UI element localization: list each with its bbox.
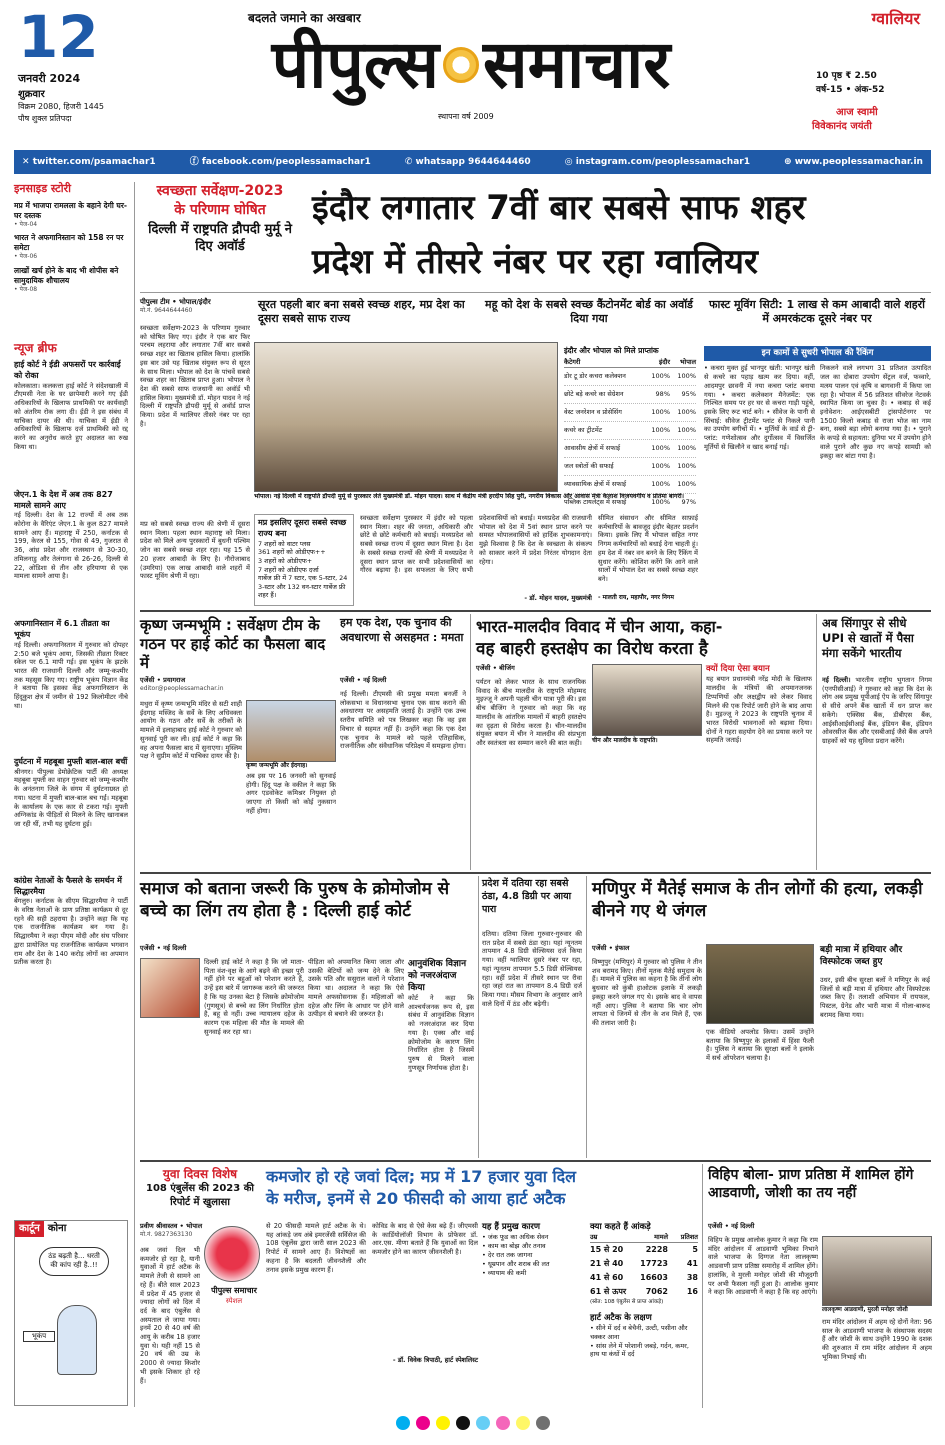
manipur-body: विष्णुपुर (मणिपुर) में गुरुवार को पुलिस ने तीन शव बरामद किए। तीनों मृतक मैतेई समुदाय के हैं। मामले में पुलिस का कहना है कि तीनों लोग बुधवार को कुंबी हाओटक इलाके में लकड़ी इकट्ठा करने जंगल गए थे। इसके बाद वे वापस नहीं आए। पुलिस ने बताया कि चार लोग लापता थे जिनमें से तीन के शव मिले हैं, एक की तलाश जारी है। (592, 958, 702, 1027)
lead-body-2: मप्र को सबसे स्वच्छ राज्य की श्रेणी में दूसरा स्थान मिला। पहला स्थान महाराष्ट्र को मिला। प्रदेश को मिले अन्य पुरस्कारों में बुधनी पश्चिम जोन का सबसे स्वच्छ शहर रहा। यह 15 से 20 हजार आबादी के लिए है। नौरोजाबाद (उमरिया) एक लाख आबादी वाले शहरों में फास्ट मूविंग श्रेणी में रहा। (140, 520, 250, 581)
founded-year: स्थापना वर्ष 2009 (438, 112, 494, 121)
brief-item: अफगानिस्तान में 6.1 तीव्रता का भूकंप नई दिल्ली। अफगानिस्तान में गुरुवार को दोपहर 2:50 बजे भूकंप आया, जिसकी तीव्रता रिक्टर स्केल पर 6.1 मापी गई। इस भूकंप के झटके भारत की राजधानी दिल्ली और जम्मू-कश्मीर तक महसूस किए गए। राष्ट्रीय भूकंप विज्ञान केंद्र ने बताया कि इसका केंद्र अफगानिस्तान के हिंदूकुश क्षेत्र में जमीन से 192 किलोमीटर नीचे था। (14, 619, 128, 710)
court-sub-body: कोर्ट ने कहा कि आश्चर्यजनक रूप से, इस संबंध में आनुवंशिक विज्ञान को नजरअंदाज कर दिया गया है। एक्स और वाई क्रोमोजोम के कारण लिंग निर्धारित होता है जिसमें पुरुष से मिलने वाला गुणसूत्र निर्णायक होता है। (408, 994, 474, 1072)
stats-row: 61 से ऊपर 7062 16 (590, 1287, 698, 1297)
brief-item: दुर्घटना में महबूबा मुफ्ती बाल-बाल बचीं श्रीनगर। पीपुल्स डेमोक्रेटिक पार्टी की अध्यक्ष महबूबा मुफ्ती का वाहन गुरुवार को जम्मू-कश्मीर के अनंतनाग जिले के संगम में दुर्घटनाग्रस्त हो गया। घटना में मुफ्ती बाल-बाल बच गईं। महबूबा के कार्यालय के एक कार से टकरा गई। मुफ्ती अग्निकांड के पीड़ितों से मिलने के लिए खानाबल जा रही थीं, तभी यह दुर्घटना हुई। (14, 756, 128, 828)
court-body: दिल्ली हाई कोर्ट ने कहा है कि जो माता-पिता वंश-वृक्ष के आगे बढ़ने की इच्छा पूरी नहीं होने पर बहुओं को परेशान करते हैं, उन्हें इस बारे में जागरूक करने की जरूरत है कि यह उनका बेटा है जिसके क्रोमोजोम (गुणसूत्र) से बच्चे का लिंग निर्धारित होता है, बहू से नहीं। उच्च न्यायालय दहेज के कारण एक महिला की मौत के मामले की सुनवाई कर रहा था। (204, 958, 304, 1036)
cartoon-title: कार्टून (15, 1221, 44, 1237)
reason-box: मप्र इसलिए दूसरा सबसे स्वच्छ राज्य बना 7 शहरों को वाटर प्लस 361 शहरों को ओडीएफ++ 3 शहरों को ओडीएफ+ 7 शहरों को ओडीएफ दर्जा गार्बेज फ्री में 7 स्टार, एक 5-स्टार, 24 3-स्टार और 132 वन-स्टार गार्बेज फ्री शहर हैं। (254, 514, 354, 606)
vhp-byline: एजेंसी • नई दिल्ली (708, 1222, 755, 1230)
manipur-headline: मणिपुर में मैतेई समाज के तीन लोगों की हत्या, लकड़ी बीनने गए थे जंगल (592, 879, 923, 922)
inside-item[interactable]: मप्र में भाजपा रामलला के बहाने देगी घर-घर दस्तक • पेज-04 (14, 200, 127, 229)
upi-body: नई दिल्ली। भारतीय राष्ट्रीय भुगतान निगम (एनपीसीआई) ने गुरुवार को कहा कि देश के लोग अब प्रमुख यूपीआई ऐप के जरिए सिंगापुर से सीधे अपने बैंक खातों में धन प्राप्त कर सकेंगे। एक्सिस बैंक, डीबीएस बैंक, आईसीआईसीआई बैंक, इंडियन बैंक, इंडियन ओवरसीज बैंक और एसबीआई जैसे बैंक अपने ग्राहकों को यह सुविधा प्रदान करेंगे। (822, 676, 932, 745)
maldives-caption: चीन और मालदीव के राष्ट्रपति। (592, 737, 658, 744)
mayor-quote: सीमित संसाधन और सीमित साफ़ाई कर्मचारियों के बावजूद इंदौर बेहतर प्रदर्शन किया। इसके लिए मैं भोपाल सहित नगर निगम कर्मचारियों को बधाई देना चाहती हूं। हम देश में नंबर वन बनने के लिए रैंकिंग में सुधार करेंगे। कोशिश करेंगे कि आने वाले सालों में भोपाल देश का सबसे स्वच्छ शहर बने। - मालती राय, महापौर, नगर निगम (598, 514, 698, 601)
date-month: जनवरी 2024 (18, 72, 81, 85)
cm-quote: स्वच्छता सर्वेक्षण पुरस्कार में इंदौर को पहला स्थान मिला। शहर की जनता, अधिकारी और छोटे से छोटे कर्मचारी को बधाई। मध्यप्रदेश को सबसे स्वच्छ राज्य में दूसरा स्थान मिला है। देश के सबसे स्वच्छ राज्यों की श्रेणी में मध्यप्रदेश ने दूसरा स्थान प्राप्त कर सभी प्रदेशवासियों का गौरव बढ़ाया है। इस सफलता के लिए सभी प्रदेशवासियों को बधाई। मध्यप्रदेश की राजधानी भोपाल को देश में 5वां स्थान प्राप्त करने पर समस्त भोपालवासियों को हार्दिक शुभकामनाएं। मुझे विश्वास है कि देश के स्वच्छता के संकल्प को साकार करने में प्रदेश निरंतर योगदान देता रहेगा। - डॉ. मोहन यादव, मुख्यमंत्री (360, 514, 592, 602)
special-day-1: आज स्वामी (836, 107, 878, 118)
manipur-photo (706, 944, 814, 1024)
website-link[interactable]: ⊕ www.peoplessamachar.in (784, 156, 923, 167)
rank-row: आवासीय क्षेत्रों में सफाई 100% 100% (564, 440, 696, 458)
heart-headline: कमजोर हो रहे जवां दिल; मप्र में 17 हजार युवा दिल के मरीज, इनमें से 20 फीसदी को आया हार्ट अटैक (266, 1167, 576, 1208)
title-left: पीपुल्स (271, 27, 440, 102)
krishna-caption: कृष्ण जन्मभूमि और ईदगाह। (246, 762, 308, 769)
manipur-sub-body: उधर, इसी बीच सुरक्षा बलों ने मणिपुर के कई जिलों से बड़ी मात्रा में हथियार और विस्फोटक जब्त किए हैं। तलाशी अभियान में रायफल, पिस्टल, ग्रेनेड और भारी मात्रा में गोला-बारूद बरामद किया गया। (820, 976, 930, 1019)
lead-headline-2: प्रदेश में तीसरे नंबर पर रहा ग्वालियर (312, 242, 758, 282)
lead-sub-1: सूरत पहली बार बना सबसे स्वच्छ शहर, मप्र देश का दूसरा सबसे साफ राज्य (258, 298, 465, 326)
datia-headline: प्रदेश में दतिया रहा सबसे ठंडा, 4.8 डिग्री पर आया पारा (482, 878, 572, 915)
heart-body: अब जवां दिल भी कमजोर हो रहा है, यानी युवाओं में हार्ट अटैक के मामले तेजी से सामने आ रहे हैं। बीते साल 2023 में प्रदेश में 45 हजार से ज्यादा लोगों को दिल में दर्द के बाद एंबुलेंस से अस्पताल ले जाया गया। इनमें 20 से 40 वर्ष की आयु के करीब 18 हजार युवा थे। यही नहीं 15 से 20 वर्ष की उम्र के 2000 से ज्यादा किशोर भी इसके शिकार हो रहे हैं। (140, 1246, 200, 1385)
cartoon-speech: ठंड बढ़ती है... धरती की कांप रही है..!! (39, 1247, 109, 1276)
rank-row: पब्लिक टायलेट्स में सफाई 100% 97% (564, 497, 696, 506)
manipur-byline: एजेंसी • इंफाल (592, 944, 630, 952)
price: 10 पृष्ठ ₹ 2.50 (816, 71, 877, 81)
krishna-headline: कृष्ण जन्मभूमि : सर्वेक्षण टीम के गठन पर हाई कोर्ट का फैसला बाद में (140, 616, 326, 672)
vhp-body-2: राम मंदिर आंदोलन में अहम रहे दोनों नेता: 96 साल के आडवाणी भाजपा के संस्थापक सदस्य हैं और जोशी के साथ उन्होंने 1990 के दशक की शुरुआत में राम मंदिर आंदोलन में अहम भूमिका निभाई थी। (822, 1318, 932, 1361)
vhp-body: विहिप के प्रमुख आलोक कुमार ने कहा कि राम मंदिर आंदोलन में आडवाणी भूमिका निभाने वाले भाजपा के दिग्गज नेता लालकृष्ण आडवाणी प्राण प्रतिष्ठा समारोह में शामिल होंगे। हालांकि, वे मुरली मनोहर जोशी की मौजूदगी पर अभी फैसला नहीं हुआ है। आलोक कुमार ने कहा कि आडवाणी ने कहा है कि वह आएंगे। (708, 1236, 818, 1297)
rank-table: इंदौर और भोपाल को मिले प्राप्तांक कैटेगरी इंदौर भोपाल डोर टू डोर कचरा कलेक्शन 100% 100% छोटे बड़े कचरे का सेग्रेशन 98% 95% वेस्ट जनरेशन व प्रोसेसिंग 100% 100% कचरे का ट्रीटमेंट 100% 100% आवासीय क्षेत्रों में सफाई 100% 100% जल स्त्रोतों की सफाई 100% 100% व्यावसायिक क्षेत्रों में सफाई 100% 100% पब्लिक टायलेट्स में सफाई 100% 97% (564, 346, 696, 511)
court-photo (140, 958, 200, 1018)
krishna-body: मथुरा में कृष्ण जन्मभूमि मंदिर से सटी शाही ईदगाह मस्जिद के सर्वे के लिए अधिवक्ता आयोग के गठन और सर्वे के तरीकों के मामले में इलाहाबाद हाई कोर्ट ने गुरुवार को सुनवाई पूरी कर ली। हाई कोर्ट ने कहा कि वह अपना फैसला बाद में सुनाएगा। मुस्लिम पक्ष ने सुप्रीम कोर्ट में याचिका दायर की है। (140, 700, 242, 761)
stats-row: 21 से 40 17723 41 (590, 1259, 698, 1269)
cartoon-subtitle: कोना (47, 1223, 67, 1234)
title-right: समाचार (483, 27, 671, 102)
lead-body: स्वच्छता सर्वेक्षण-2023 के परिणाम गुरुवार को घोषित किए गए। इंदौर ने एक बार फिर परचम लहराया और लगातार 7वीं बार सबसे स्वच्छ शहर का खिताब हासिल किया। हालांकि इस बार उसे यह खिताब संयुक्त रूप से सूरत के साथ मिला। भोपाल को देश के पांचवें सबसे स्वच्छ शहर का खिताब प्राप्त हुआ। भोपाल ने देश की सबसे साफ राजधानी का अवॉर्ड भी हासिल किया। मुख्यमंत्री डॉ. मोहन यादव ने नई दिल्ली में राष्ट्रपति द्रौपदी मुर्मू से अवॉर्ड प्राप्त किया। प्रदेश में ग्वालियर तीसरे नंबर पर रहा है। (140, 324, 250, 428)
cartoon-figure-icon (57, 1305, 97, 1375)
heart-logo: पीपुल्स समाचार स्पेशल (211, 1286, 257, 1305)
social-bar (14, 150, 931, 174)
instagram-link[interactable]: ◎ instagram.com/peoplessamachar1 (564, 156, 750, 167)
court-headline: समाज को बताना जरूरी कि पुरुष के क्रोमोजोम से बच्चे का लिंग तय होता है : दिल्ली हाई कोर्ट (140, 879, 450, 922)
rank-row: छोटे बड़े कचरे का सेग्रेशन 98% 95% (564, 386, 696, 404)
brief-title: न्यूज ब्रीफ (14, 341, 57, 355)
cartoon-sign: भूकंप (23, 1331, 55, 1342)
facebook-icon: ⓕ (189, 156, 202, 167)
election-byline: एजेंसी • नई दिल्ली (340, 676, 387, 684)
masthead (0, 0, 945, 150)
bhopal-box: इन कामों से सुधरी भोपाल की रैंकिंग • कचरा मुक्त हुई भानपुर खंती: भानपुर खंती से कचरे का पहाड़ खत्म कर दिया। वहीं, आदमपुर छावनी में नया कचरा प्लांट बनाया गया। • कचरा कलेक्शन मैनेजमेंट: एक निश्चित समय पर हर घर से कचरा गाड़ी पहुंचे, इसके लिए रूट चार्ट बने। • सीवेज के पानी से सिंचाई: सीवेज ट्रीटमेंट प्लांट से निकले पानी का उपयोग बगीचों में। • मुर्तियों के वार्ड से ट्री-प्लांट: गणेशोत्सव और दुर्गोत्सव में विसर्जित मूर्तियों से खिलौने व खाद बनाई गई। निकलने वाले लगभग 31 प्रतिशत उत्पादित जल का दोबारा उपयोग सेंट्रल वर्ज, फव्वारे, मत्स्य पालन एवं कृषि व बागवानी में किया जा रहा है। भोपाल में 56 प्रतिशत सीवरेज नेटवर्क स्थापित किया जा चुका है। • कबाड़ से कई इनोवेशन: आईएसबीटी ट्रांसपोर्टनगर पर 1500 किलो कबाड़ से राजा भोज का नाम बना, सबसे बड़ा लोगो बनाया गया है। • पुराने के कपड़े से सहायता: दुनिया भर में उपयोग होने वाले पुराने और कुछ नए कपड़े सामग्री को इकट्ठा कर बांटा गया है। (704, 348, 931, 460)
lead-deck: दिल्ली में राष्ट्रपति द्रौपदी मुर्मू ने दिए अवॉर्ड (148, 222, 292, 254)
heart-photo (204, 1226, 260, 1282)
twitter-link[interactable]: ✕ twitter.com/psamachar1 (22, 156, 156, 167)
stats-row: 41 से 60 16603 38 (590, 1273, 698, 1283)
brief-item: कांग्रेस नेताओं के फैसले के समर्थन में सिद्धारमैया बेंगलुरु। कर्नाटक के सीएम सिद्धारमैया ने पार्टी के वरिष्ठ नेताओं के प्राण प्रतिष्ठा कार्यक्रम से दूर रहने की सही ठहराया है। उन्होंने कहा कि यह एक राजनीतिक कार्यक्रम बन गया है। सिद्धारमैया ने कहा पीएम मोदी और संघ परिवार द्वारा प्रायोजित यह राजनीतिक कार्यक्रम भगवान राम और देश के 140 करोड़ लोगों का अपमान प्रतीक करता है। (14, 875, 128, 967)
whatsapp-icon: ✆ (404, 156, 416, 167)
date-number: 12 (18, 3, 99, 71)
court-sub: आनुवंशिक विज्ञान को नजरअंदाज किया (408, 959, 467, 994)
manipur-body-2: एक वीडियो अपलोड किया। उसमें उन्होंने बताया कि विष्णुपुर के इलाकों में हिंसा फैली है। पुलिस ने बताया कि सुरक्षा बलों ने इलाके में सर्च ऑपरेशन चलाया है। (706, 1028, 814, 1063)
court-body-2: पीड़िता को अपमानित किया जाता और उसकी बेटियों को जन्म देने के लिए उसके पति और ससुराल वालों ने परेशान किया था। अदालत ने कहा कि ऐसे मामले अफसोसनाक हैं। महिलाओं को दहेज और लिंग के आधार पर होने वाले उत्पीड़न से बचाने की जरूरत है। (308, 958, 404, 1019)
maldives-headline: भारत-मालदीव विवाद में चीन आया, कहा- वह बाहरी हस्तक्षेप का विरोध करता है (476, 617, 723, 659)
lead-caption: भोपाल। नई दिल्ली में राष्ट्रपति द्रौपदी मुर्मू से पुरस्कार लेते मुख्यमंत्री डॉ. मोहन यादव। साथ में केंद्रीय मंत्री हरदीप सिंह पुरी, नगरीय विकास और आवास मंत्री कैलाश विजयवर्गीय व प्रतिमा बागरी। (254, 493, 684, 500)
rank-row: डोर टू डोर कचरा कलेक्शन 100% 100% (564, 368, 696, 386)
lead-sub-3: फास्ट मूविंग सिटी: 1 लाख से कम आबादी वाले शहरों में अमरकंटक दूसरे नंबर पर (708, 298, 925, 326)
vhp-headline: विहिप बोला- प्राण प्रतिष्ठा में शामिल होंगे आडवाणी, जोशी का तय नहीं (708, 1167, 914, 1202)
facebook-link[interactable]: ⓕ facebook.com/peoplessamachar1 (189, 156, 371, 167)
election-body: नई दिल्ली। टीएमसी की प्रमुख ममता बनर्जी ने लोकसभा व विधानसभा चुनाव एक साथ कराने की अवधारणा पर असहमति जताई है। उन्होंने एक उच्च स्तरीय समिति को पत्र लिखकर कहा कि वह इस विचार से सहमत नहीं हैं। उन्होंने कहा कि एक देश एक चुनाव के मामले को पहले एतिहासिक, राजनीतिक और संवैधानिक परिप्रेक्ष्य में समझना होगा। (340, 690, 466, 751)
brief-item: हाई कोर्ट ने ईडी अफसरों पर कार्रवाई को रोका कोलकाता। कलकत्ता हाई कोर्ट ने संदेशखाली में टीएमसी नेता के घर छापेमारी करने गए ईडी अधिकारियों के खिलाफ प्राथमिकी पर कार्यवाही को अंतरिम रोक लगा दी। ईडी ने इस संबंध में याचिका दायर की थी। याचिका में ईडी ने अधिकारियों के खिलाफ दर्ज प्राथमिकी को रद्द करने का अनुरोध करते हुए अदालत का रुख किया था। (14, 360, 128, 451)
rank-row: जल स्त्रोतों की सफाई 100% 100% (564, 458, 696, 476)
tagline: बदलते जमाने का अखबार (248, 11, 361, 25)
stats-row: 15 से 20 2228 5 (590, 1245, 698, 1255)
date-samvat: विक्रम 2080, हिजरी 1445 (18, 102, 104, 111)
lead-byline: पीपुल्स टीम • भोपाल/इंदौर मो.नं. 9644644460 (140, 298, 211, 315)
maldives-photo (592, 664, 702, 736)
krishna-photo (246, 700, 336, 762)
inside-story (14, 182, 128, 294)
inside-item[interactable]: लाखों खर्च होने के बाद भी शोपीस बने सामुदायिक शौचालय • पेज-08 (14, 265, 119, 293)
vhp-photo (822, 1236, 932, 1306)
maldives-byline: एजेंसी • बीजिंग (476, 664, 515, 672)
rank-row: वेस्ट जनरेशन व प्रोसेसिंग 100% 100% (564, 404, 696, 422)
date-weekday: शुक्रवार (18, 89, 45, 100)
doctor-quote: कोविड के बाद से ऐसे केस बढ़े हैं। जीएमसी के कार्डियोलॉजी विभाग के प्रोफेसर डॉ. आर.एस. मीणा बताते हैं कि युवाओं का दिल कमजोर होने का कारण जीवनशैली है। - डॉ. विवेक त्रिपाठी, हार्ट स्पेशलिस्ट (372, 1222, 478, 1364)
court-byline: एजेंसी • नई दिल्ली (140, 944, 187, 952)
maldives-body: पर्यटन को लेकर भारत के साथ राजनयिक विवाद के बीच मालदीव के राष्ट्रपति मोहम्मद मुइज्जू ने अपनी पहली चीन यात्रा पूरी की। इस बीच बीजिंग ने गुरुवार को कहा कि वह मालदीव के आंतरिक मामलों में बाहरी हस्तक्षेप का दृढ़ता से विरोध करता है। चीन-मालदीव संयुक्त बयान में चीन ने मालदीव की संप्रभुता और स्वतंत्रता का सम्मान करने की बात कही। (476, 678, 586, 747)
edition-city: ग्वालियर (871, 9, 920, 28)
heart-body-2: से 20 फीसदी मामले हार्ट अटैक के थे। यह आंकड़े जय अंबे इमरजेंसी सर्विसेज की 108 एंबुलेंस द्वारा जारी साल 2023 की रिपोर्ट में सामने आए हैं। विशेषज्ञों का कहना है कि बदलती जीवनशैली और तनाव इसके प्रमुख कारण हैं। (266, 1222, 366, 1274)
stats-table: क्या कहते हैं आंकड़े उम्र मामले प्रतिशत 15 से 20 2228 5 21 से 40 17723 41 41 से 60 16603 38 61 से ऊपर 7062 16 (स्रोत: 108 एंबुलेंस से प्राप्त आंकड़े) हार्ट अटैक के लक्षण • सीने में दर्द व बेचैनी, उल्टी, पसीना और चक्कर आना • सांस लेने में परेशानी जबड़े, गर्दन, कमर, हाथ या कंधों में दर्द (590, 1222, 698, 1359)
x-icon: ✕ (22, 156, 33, 167)
lead-kicker: स्वच्छता सर्वेक्षण-2023 के परिणाम घोषित (156, 183, 284, 218)
upi-headline: अब सिंगापुर से सीधे UPI से खातों में पैसा मंगा सकेंगे भारतीय (822, 616, 914, 660)
rank-row: कचरे का ट्रीटमेंट 100% 100% (564, 422, 696, 440)
manipur-sub: बड़ी मात्रा में हथियार और विस्फोटक जब्त हुए (820, 945, 903, 968)
krishna-byline: एजेंसी • प्रयागराज editor@peoplessamachar.in (140, 676, 224, 692)
inside-title: इनसाइड स्टोरी (14, 182, 71, 195)
bhopal-title: इन कामों से सुधरी भोपाल की रैंकिंग (704, 346, 931, 361)
lead-sub-2: महू को देश के सबसे स्वच्छ कैंटोनमेंट बोर्ड का अवॉर्ड दिया गया (485, 298, 693, 326)
datia-body: दतिया। दतिया जिला गुरुवार-गुरुवार की रात प्रदेश में सबसे ठंडा रहा। यहां न्यूनतम तापमान 4.8 डिग्री सेल्सियस दर्ज किया गया। वहीं ग्वालियर दूसरे नंबर पर रहा, यहां न्यूनतम तापमान 5.5 डिग्री सेल्सियस रहा। वहीं प्रदेश में तीसरे स्थान पर रीवा रहा जहां रात का तापमान 8.4 डिग्री दर्ज किया गया। मौसम विभाग के अनुसार आने वाले दिनों में ठंड और बढ़ेगी। (482, 930, 582, 1008)
vhp-caption: लालकृष्ण आडवाणी, मुरली मनोहर जोशी (822, 1307, 908, 1313)
color-strip (100, 1416, 845, 1430)
brief-item: जेएन.1 के देश में अब तक 827 मामले सामने आए नई दिल्ली। देश के 12 राज्यों में अब तक कोरोना के वैरिएंट जेएन.1 के कुल 827 मामले सामने आए हैं। महाराष्ट्र में 250, कर्नाटक से 199, केरल से 155, गोवा से 49, गुजरात से 36, आंध्र प्रदेश और राजस्थान से 30-30, तमिलनाडु और तेलंगाना से 26-26, दिल्ली से 22, ओडिशा से तीन और हरियाणा से एक मामला सामने आया है। (14, 489, 128, 581)
date-tithi: पौष शुक्ल प्रतिपदा (18, 114, 72, 123)
globe-icon: ⊕ (784, 156, 795, 167)
whatsapp-link[interactable]: ✆ whatsapp 9644644460 (404, 156, 531, 167)
instagram-icon: ◎ (564, 156, 576, 167)
emblem-icon (443, 47, 479, 83)
lead-photo (254, 342, 558, 492)
election-headline: हम एक देश, एक चुनाव की अवधारणा से असहमत : ममता (340, 616, 464, 644)
causes-box: यह हैं प्रमुख कारण • जंक फूड का अधिक सेवन • काम का बोझ और तनाव • देर रात तक जागना • धूम्रपान और शराब की लत • व्यायाम की कमी (482, 1222, 550, 1277)
heart-byline: प्रवीण श्रीवास्तव • भोपाल मो.नं. 9827363130 (140, 1222, 203, 1238)
inside-item[interactable]: भारत ने अफगानिस्तान को 158 रन पर समेटा • पेज-06 (14, 233, 124, 261)
volume: वर्ष-15 • अंक-52 (816, 85, 885, 95)
heart-kicker: युवा दिवस विशेष 108 एंबुलेंस की 2023 की रिपोर्ट में खुलासा (146, 1167, 254, 1208)
newspaper-title (186, 24, 756, 106)
lead-headline-1: इंदौर लगातार 7वीं बार सबसे साफ शहर (312, 188, 806, 228)
krishna-body-2: अब इस पर 16 जनवरी को सुनवाई होगी। हिंदू पक्ष के वकील ने कहा कि अगर एडवोकेट कमिश्नर नियुक्त हो जाएगा तो किसी को कोई नुकसान नहीं होगा। (246, 772, 336, 815)
news-brief (14, 340, 128, 993)
special-day-2: विवेकानंद जयंती (812, 121, 872, 132)
maldives-side: क्यों दिया ऐसा बयान यह बयान प्रधानमंत्री नरेंद्र मोदी के खिलाफ मालदीव के मंत्रियों की अपमानजनक टिप्पणियों और लक्षद्वीप को लेकर विवाद मिलने की एक रिपोर्ट जारी होने के बाद आया है। मुइज्जू ने 2023 के राष्ट्रपति चुनाव में भारत विरोधी भावनाओं को बढ़ावा दिया। दोनों ने गहरा सहयोग देने का प्रयास करने पर सहमति जताई। (706, 664, 812, 745)
rank-row: व्यावसायिक क्षेत्रों में सफाई 100% 100% (564, 476, 696, 494)
cartoon-box (14, 1220, 128, 1406)
